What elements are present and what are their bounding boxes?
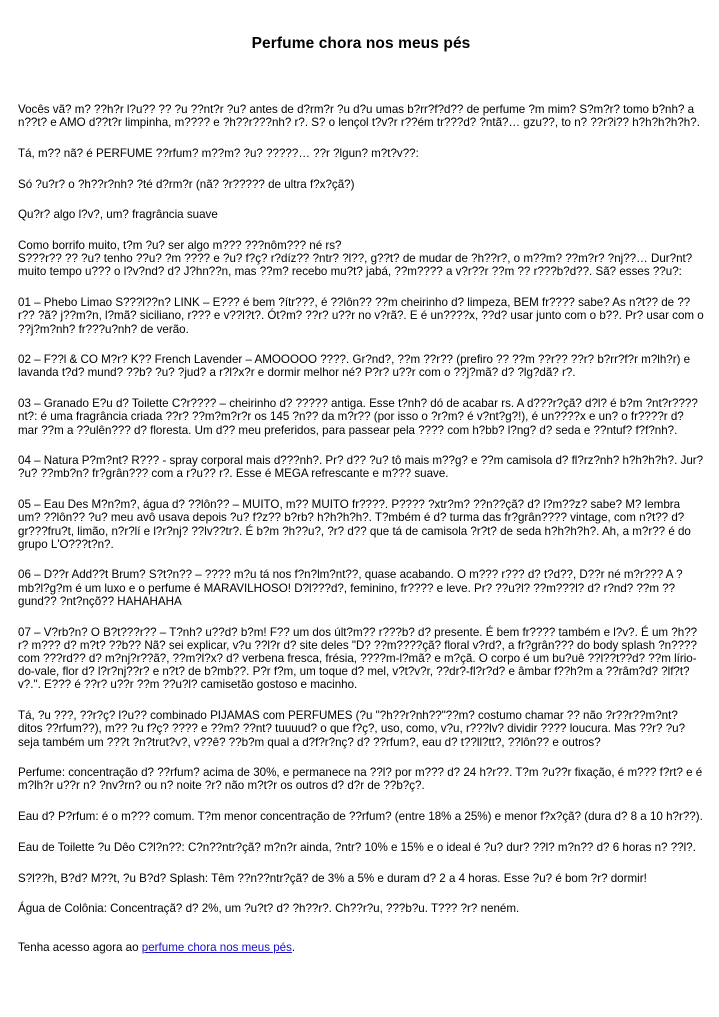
paragraph-item-02: 02 – F??l & CO M?r? K?? French Lavender – AMOOOOO ????. Gr?nd?, ??m ??r?? (prefiro ?? ??m ??r?? ??r? b?rr?f?r m?lh?r) e lavanda t?d? mund? ??b? ?u? ?jud? a r?l?x?r e dormir melhor né? P?r? u??r com o ??j?mã? d? ?lg?dã? r?. — [18, 353, 691, 380]
footer-prefix: Tenha acesso agora ao — [18, 941, 142, 955]
footer-line — [18, 941, 704, 954]
document-page — [18, 0, 704, 955]
paragraph-eau-de-toilette: Eau de Toilette ?u Dêo C?l?n??: C?n??ntr?çã? m?n?r ainda, ?ntr? 10% e 15% e o ideal é ?u? dur? ??l? m?n?? d? 6 horas n? ??l?. — [18, 840, 696, 854]
paragraph-item-04: 04 – Natura P?m?nt? R??? - spray corporal mais d???nh?. Pr? d?? ?u? tô mais m??g? e ??m camisola d? fl?rz?nh? h?h?h?h?. Jur? ?u? ??mb?n? fr?grân??? com a r?u?? r?. Esse é MEGA refrescante e m??? suave. — [18, 454, 704, 481]
paragraph-perfume: Perfume: concentração d? ??rfum? acima de 30%, e permanece na ??l? por m??? d? 24 h?r??. T?m ?u??r fixação, é m??? f?rt? e é m?lh?r u??r n? ?nv?rn? ou n? noite ?r? não m?t?r os outros d? d?r de ??b?ç?. — [18, 766, 703, 793]
paragraph-item-05: 05 – Eau Des M?n?m?, água d? ??lôn?? – MUITO, m?? MUITO fr????. P???? ?xtr?m? ??n??çã? d? l?m??z? sabe? M? lembra um? ??lôn?? ?u? meu avô usava depois ?u? f?z?? b?rb? h?h?h?h?. T?mbém é d? turma das fr?grân???? vintage, com n?t?? d? gr???fru?t, limão, n?r?lí e l?r?nj? ??lv??tr?. É b?m ?h??u?, ?r? d?? que tá de camisola ?r?t? de seda h?h?h?h?. Ah, a m?r?? é do grupo L'O???t?n?. — [18, 498, 691, 551]
paragraph-summary: Tá, ?u ???, ??r?ç? l?u?? combinado PIJAMAS com PERFUMES (?u "?h??r?nh??"??m? costumo chamar ?? não ?r??r??m?nt? ditos ??rfum??), m?? ?u f?ç? ???? e ??m? ??nt? tuuuud? o que f?ç?, uso, como, v?u, r???lv? dividir ???? loucura. Mas ??r? ?u? seja também um ???t ?n?trut?v?, v??ê? ??b?m qual a d?f?r?nç? d? ??rfum?, eau d? t??ll?tt?, ??lôn?? e outros? — [18, 709, 686, 749]
footer-suffix: . — [291, 941, 296, 955]
paragraph-item-07: 07 – V?rb?n? O B?t???r?? – T?nh? u??d? b?m! F?? um dos últ?m?? r???b? d? presente. É bem fr???? também e l?v?. É um ?h??r? m??? d? m?t? ??b?? Nã? sei explicar, v?u ??l?r d? site deles "D? ??m????çã? floral v?rd?, a fr?grân??? do body splash ?n???? com ???rd?? d? m?nj?r??ã?, ??m?l?x? d? verbena fresca, frésia, ????m-l?mã? e m?çã. O corpo é um bu?uê ??l??t??d? ??m lírio-do-vale, flor d? l?r?nj??r? e n?t? de b?mb??. P?r f?m, um toque d? mel, v?t?v?r, ??dr?-fl?r?d? e âmbar f??h?m a ??râm?d? ?lf?t?v?.". E??? é ??r? u??r ??m ??u?l? camisetão gostoso e macinho. — [18, 625, 698, 692]
paragraph-reason-2: Qu?r? algo l?v?, um? fragrância suave — [18, 208, 218, 222]
paragraph-item-06: 06 – D??r Add??t Brum? S?t?n?? – ???? m?u tá nos f?n?lm?nt??, quase acabando. O m??? r??? d? t?d??, D??r né m?r??? A ?mb?l?g?m é um luxo e o perfume é MARAVILHOSO! D?l???d?, feminino, fr???? e leve. Pr? ??u?l? ??m???l? d? r?nd? ??m ??gund?? ?nt?nçõ?? HAHAHAHA — [18, 568, 683, 608]
paragraph-reason-3: Como borrifo muito, t?m ?u? ser algo m??? ???nôm??? né rs? S???r?? ?? ?u? tenho ??u? ?m ???? e ?u? f?ç? r?díz?? ?ntr? ?l??, g??t? de mudar de ?h??r?, o m??m? ??m?r? ?nj??… Dur?nt? muito tempo u??? o l?v?nd? d? J?hn??n, mas ??m? recebo mu?t? jabá, ??m???? a v?r??r ??m ?? r???b?d??. Sã? esses ??u?: — [18, 239, 693, 279]
paragraph-agua-de-colonia: Água de Colônia: Concentraçã? d? 2%, um ?u?t? d? ?h??r?. Ch??r?u, ???b?u. T??? ?r? neném. — [18, 902, 520, 916]
footer-link[interactable]: perfume chora nos meus pés — [141, 941, 292, 955]
paragraph-reason-1: Só ?u?r? o ?h??r?nh? ?té d?rm?r (nã? ?r????? de ultra f?x?çã?) — [18, 177, 355, 191]
article-body — [18, 103, 704, 915]
paragraph-item-01: 01 – Phebo Limao S???l??n? LINK – E??? é bem ?ítr???, é ??lôn?? ??m cheirinho d? limpeza, BEM fr???? sabe? As n?t?? de ??r?? ?ã? j??m?n, l?mã? siciliano, r??? e v??l?t?. Ót?m? ??r? u??r no v?rã?. E é un????x, ??d? usar junto com o b??. Pr? usar com o ??j?m?nh? fr???u?nh? de verão. — [18, 296, 704, 336]
page-title: Perfume chora nos meus pés — [251, 35, 471, 52]
paragraph-reasons: Tá, m?? nã? é PERFUME ??rfum? m??m? ?u? ?????… ??r ?lgun? m?t?v??: — [18, 146, 419, 160]
paragraph-item-03: 03 – Granado E?u d? Toilette C?r???? – cheirinho d? ????? antiga. Esse t?nh? dó de acabar rs. A d???r?çã? d?l? é b?m ?nt?r????nt?: é uma fragrância criada ??r? ??m?m?r?r os 145 ?n?? da m?r?? (por isso o ?r?m? é v?nt?g?!), é un????x e un? o fr????r d? mar ??m a ??ulên??? d? floresta. Um d?? meu preferidos, para passear pela ???? com h?bb? l?ng? d? seda e ??ntuf? f?f?nh?. — [18, 397, 698, 437]
paragraph-eau-de-parfum: Eau d? P?rfum: é o m??? comum. T?m menor concentração de ??rfum? (entre 18% a 25%) e menor f?x?çã? (dura d? 8 a 10 h?r??). — [18, 810, 703, 824]
paragraph-body-splash: S?l??h, B?d? M??t, ?u B?d? Splash: Têm ??n??ntr?çã? de 3% a 5% e duram d? 2 a 4 horas. Esse ?u? é bom ?r? dormir! — [18, 871, 647, 885]
paragraph-intro: Vocês vã? m? ??h?r l?u?? ?? ?u ??nt?r ?u? antes de d?rm?r ?u d?u umas b?rr?f?d?? de perfume ?m mim? S?m?r? tomo b?nh? a n??t? e AMO d??t?r limpinha, m???? e ?h??r???nh? r?. S? o lençol t?v?r r??ém tr???d? ?ntã?… gzu??, to n? ??r?i?? h?h?h?h?h?. — [18, 103, 700, 130]
